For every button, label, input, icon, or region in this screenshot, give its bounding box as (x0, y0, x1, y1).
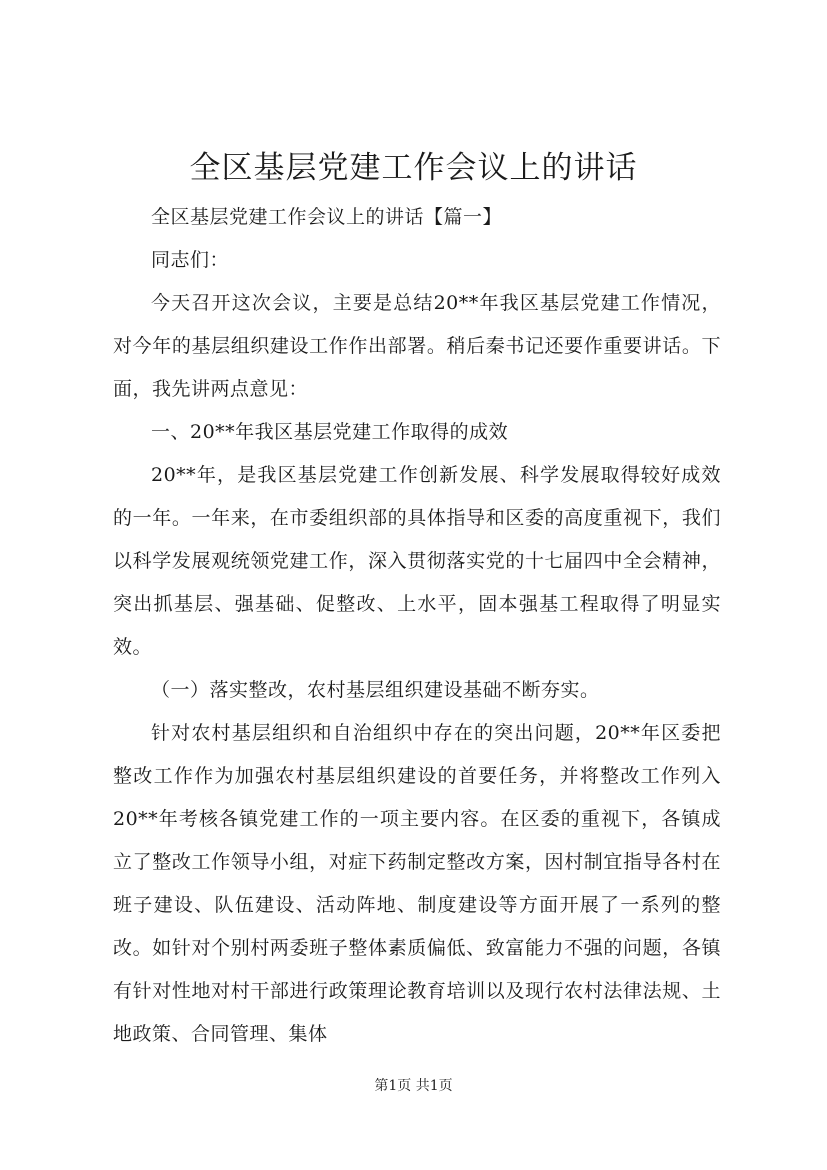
subsection-heading-1: （一）落实整改，农村基层组织建设基础不断夯实。 (151, 679, 600, 701)
paragraph-achievements: 20**年，是我区基层党建工作创新发展、科学发展取得较好成效的一年。一年来，在市委组织部的具体指导和区委的高度重视下，我们以科学发展观统领党建工作，深入贯彻落实党的十七届四中全会精神，突出抓基层、强基础、促整改、上水平，固本强基工程取得了明显实效。 (113, 464, 721, 658)
paragraph-rectification: 针对农村基层组织和自治组织中存在的突出问题，20**年区委把整改工作作为加强农村基层组织建设的首要任务，并将整改工作列入20**年考核各镇党建工作的一项主要内容。在区委的重视下，各镇成立了整改工作领导小组，对症下药制定整改方案，因村制宜指导各村在班子建设、队伍建设、活动阵地、制度建设等方面开展了一系列的整改。如针对个别村两委班子整体素质偏低、致富能力不强的问题，各镇有针对性地对村干部进行政策理论教育培训以及现行农村法律法规、土地政策、合同管理、集体 (113, 722, 721, 1045)
document-title: 全区基层党建工作会议上的讲话 (189, 150, 638, 186)
section-subtitle: 全区基层党建工作会议上的讲话【篇一】 (151, 206, 503, 228)
page-footer: 第1页 共1页 (374, 1078, 453, 1094)
salutation: 同志们： (151, 249, 230, 271)
section-heading-1: 一、20**年我区基层党建工作取得的成效 (151, 421, 509, 443)
paragraph-intro: 今天召开这次会议，主要是总结20**年我区基层党建工作情况，对今年的基层组织建设工作作出部署。稍后秦书记还要作重要讲话。下面，我先讲两点意见： (113, 292, 721, 400)
document-body (113, 196, 721, 1056)
